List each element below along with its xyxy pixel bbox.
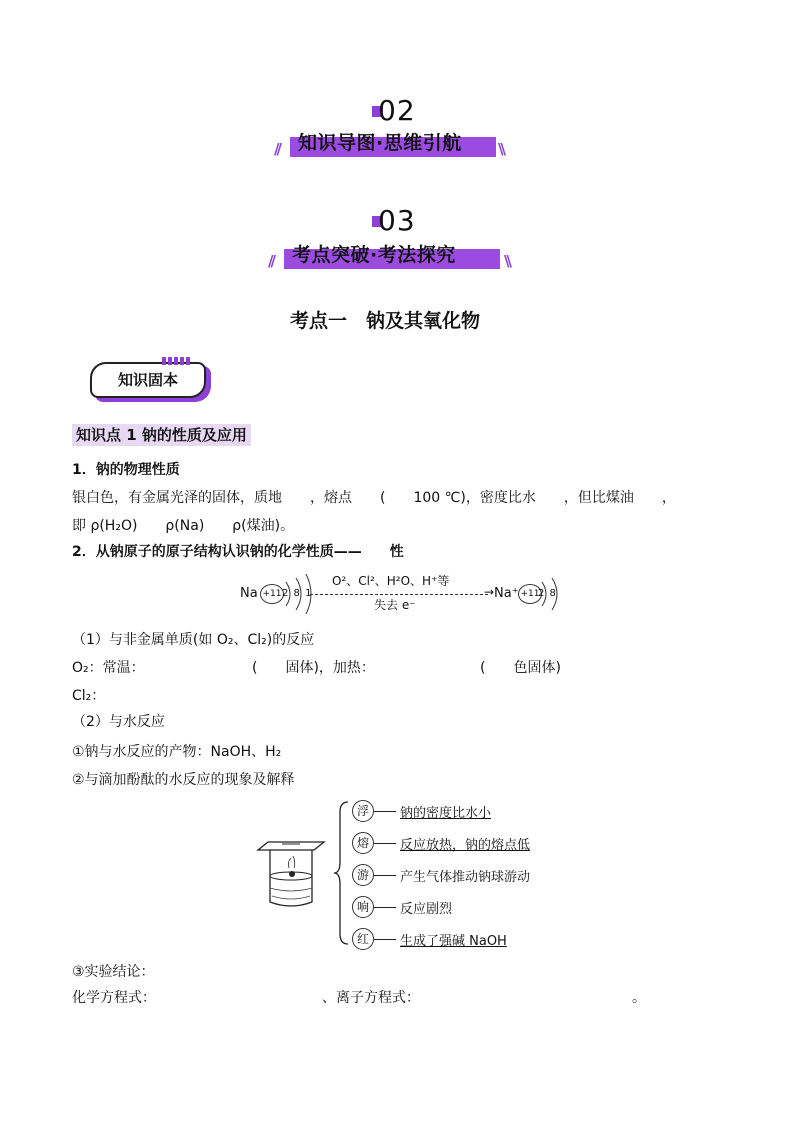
phenomenon-desc: 产生气体推动钠球游动 [400, 870, 531, 885]
phenomenon-connector [374, 875, 396, 876]
na-symbol: Na [240, 586, 258, 601]
phenomenon-char: 浮 [352, 800, 374, 822]
p1-line1: 银白色，有金属光泽的固体，质地 ，熔点 ( 100 ℃)，密度比水 ，但比煤油 ， [72, 490, 676, 506]
phenomenon-desc: 钠的密度比水小 [400, 806, 492, 821]
phenomenon-char: 游 [352, 864, 374, 886]
na-ion-shells: 2 8 [538, 588, 557, 599]
phenomenon-desc: 反应剧烈 [400, 902, 453, 917]
phenomenon-desc: 反应放热，钠的熔点低 [400, 838, 531, 853]
beaker-illustration [256, 836, 326, 912]
s1-heading: （1）与非金属单质(如 O₂、Cl₂)的反应 [72, 632, 315, 648]
s1-cl2: Cl₂： [72, 688, 106, 704]
arrow-head: → [484, 585, 495, 599]
phenomenon-connector [374, 939, 396, 940]
ionic-label: 、离子方程式： [322, 990, 420, 1006]
p1-heading: 1．钠的物理性质 [72, 462, 180, 478]
s2-item3: ③实验结论： [72, 964, 155, 980]
phenomenon-connector [374, 843, 396, 844]
phenomenon-char: 红 [352, 928, 374, 950]
section-03-number: 03 [378, 204, 416, 237]
section-02-banner: 知识导图·思维引航 [298, 132, 462, 154]
s2-heading: （2）与水反应 [72, 714, 165, 730]
brace [332, 800, 350, 946]
phenomenon-connector [374, 907, 396, 908]
s2-item2: ②与滴加酚酞的水反应的现象及解释 [72, 772, 295, 788]
atom-diagram [240, 572, 560, 616]
phenomenon-char: 熔 [352, 832, 374, 854]
section-02-number: 02 [378, 94, 416, 127]
topic-title: 考点一 钠及其氧化物 [290, 310, 481, 332]
process: 失去 e⁻ [374, 598, 416, 612]
s1-o2-mid1: ( 固体)，加热： [252, 660, 375, 676]
equation-label: 化学方程式： [72, 990, 156, 1006]
na-nucleus: +11 [260, 584, 284, 604]
arrow-line [310, 594, 488, 595]
na-ion-symbol: Na⁺ [494, 586, 519, 601]
na-shells: 2 8 1 [282, 588, 313, 599]
s1-o2-label: O₂：常温： [72, 660, 145, 676]
slash-deco-right: \\ [498, 140, 503, 158]
badge-knowledge [90, 362, 206, 398]
slash-deco-left: // [268, 252, 273, 270]
phenomenon-connector [374, 811, 396, 812]
phenomenon-char: 响 [352, 896, 374, 918]
phenomenon-desc: 生成了强碱 NaOH [400, 934, 507, 949]
p2-heading: 2．从钠原子的原子结构认识钠的化学性质—— 性 [72, 544, 404, 560]
na-ion-nucleus: +11 [518, 584, 542, 604]
badge-label: 知识固本 [117, 371, 178, 389]
s1-o2-mid2: ( 色固体) [480, 660, 561, 676]
s2-item1: ①钠与水反应的产物：NaOH、H₂ [72, 744, 282, 760]
slash-deco-right: \\ [504, 252, 509, 270]
slash-deco-left: // [274, 140, 279, 158]
p1-line2: 即 ρ(H₂O) ρ(Na) ρ(煤油)。 [72, 518, 295, 534]
knowledge-point-heading: 知识点 1 钠的性质及应用 [72, 424, 251, 446]
section-03-banner: 考点突破·考法探究 [292, 244, 456, 266]
reagents: O²、Cl²、H²O、H⁺等 [332, 574, 450, 588]
end-mark: 。 [632, 990, 646, 1006]
